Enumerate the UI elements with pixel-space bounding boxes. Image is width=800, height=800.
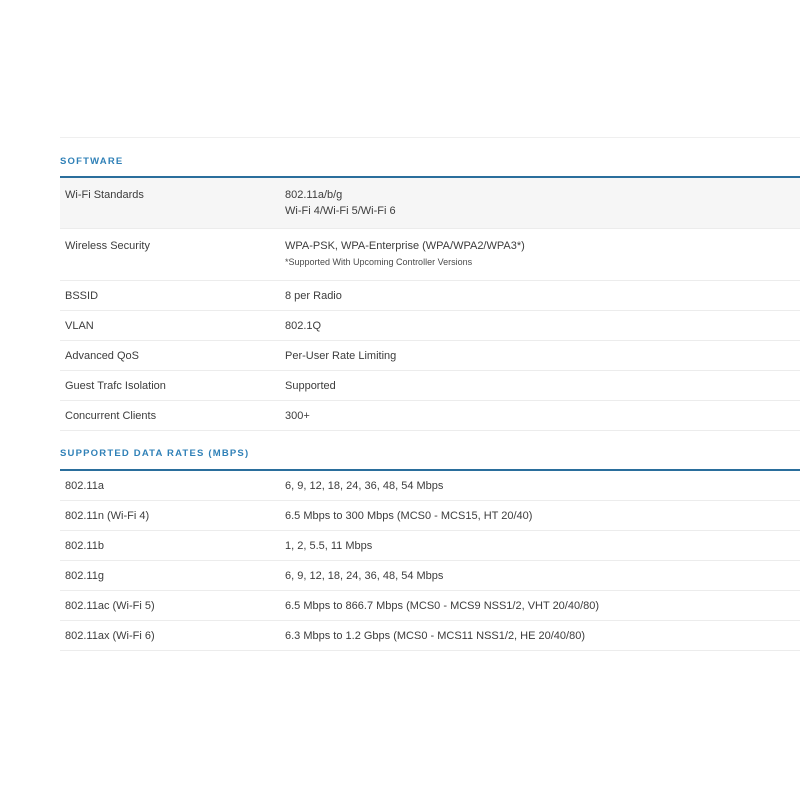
spec-value-line: WPA-PSK, WPA-Enterprise (WPA/WPA2/WPA3*) — [285, 240, 525, 252]
spec-footnote: *Supported With Upcoming Controller Versions — [285, 257, 473, 267]
spec-row-wireless-security — [60, 229, 800, 281]
spec-row-vlan — [60, 311, 800, 341]
spec-row-advanced-qos — [60, 341, 800, 371]
spec-value: Per-User Rate Limiting — [285, 350, 397, 362]
spec-row-wifi-standards — [60, 178, 800, 229]
spec-label: Wireless Security — [65, 240, 150, 252]
spec-label: Concurrent Clients — [65, 410, 157, 422]
rate-row-80211a — [60, 471, 800, 501]
spec-label: Advanced QoS — [65, 350, 139, 362]
spec-label: 802.11ax (Wi-Fi 6) — [65, 630, 155, 642]
spec-value: 8 per Radio — [285, 290, 342, 302]
spec-label: Wi-Fi Standards — [65, 189, 144, 201]
spec-value — [285, 238, 800, 280]
spec-label: VLAN — [65, 320, 94, 332]
spec-label: 802.11g — [65, 570, 104, 582]
spec-label: BSSID — [65, 290, 99, 302]
spec-label: 802.11a — [65, 480, 104, 492]
spec-row-bssid — [60, 281, 800, 311]
spec-label: 802.11b — [65, 540, 104, 552]
data-rates-section — [60, 431, 800, 651]
rate-row-80211ax — [60, 621, 800, 651]
spec-value-line: Wi-Fi 4/Wi-Fi 5/Wi-Fi 6 — [285, 205, 396, 217]
spec-value: 300+ — [285, 410, 310, 422]
spec-value: 802.1Q — [285, 320, 322, 332]
software-section — [60, 138, 800, 431]
section-title-data-rates: SUPPORTED DATA RATES (MBPS) — [60, 448, 250, 459]
spec-value — [285, 187, 800, 228]
spec-value: 6, 9, 12, 18, 24, 36, 48, 54 Mbps — [285, 570, 444, 582]
spec-label: 802.11n (Wi-Fi 4) — [65, 510, 150, 522]
spec-value: Supported — [285, 380, 336, 392]
rate-row-80211b — [60, 531, 800, 561]
spec-label: Guest Trafc Isolation — [65, 380, 166, 392]
spec-value: 6.3 Mbps to 1.2 Gbps (MCS0 - MCS11 NSS1/2, HE 20/40/80) — [285, 630, 585, 642]
spec-label: 802.11ac (Wi-Fi 5) — [65, 600, 155, 612]
spec-row-concurrent-clients — [60, 401, 800, 431]
section-title-software: SOFTWARE — [60, 156, 124, 167]
spec-value: 1, 2, 5.5, 11 Mbps — [285, 540, 373, 552]
spec-value: 6.5 Mbps to 866.7 Mbps (MCS0 - MCS9 NSS1/2, VHT 20/40/80) — [285, 600, 600, 612]
rate-row-80211n — [60, 501, 800, 531]
spec-value: 6, 9, 12, 18, 24, 36, 48, 54 Mbps — [285, 480, 444, 492]
rate-row-80211ac — [60, 591, 800, 621]
spec-value: 6.5 Mbps to 300 Mbps (MCS0 - MCS15, HT 20/40) — [285, 510, 533, 522]
spec-row-guest-isolation — [60, 371, 800, 401]
rate-row-80211g — [60, 561, 800, 591]
spec-value-line: 802.11a/b/g — [285, 189, 343, 201]
